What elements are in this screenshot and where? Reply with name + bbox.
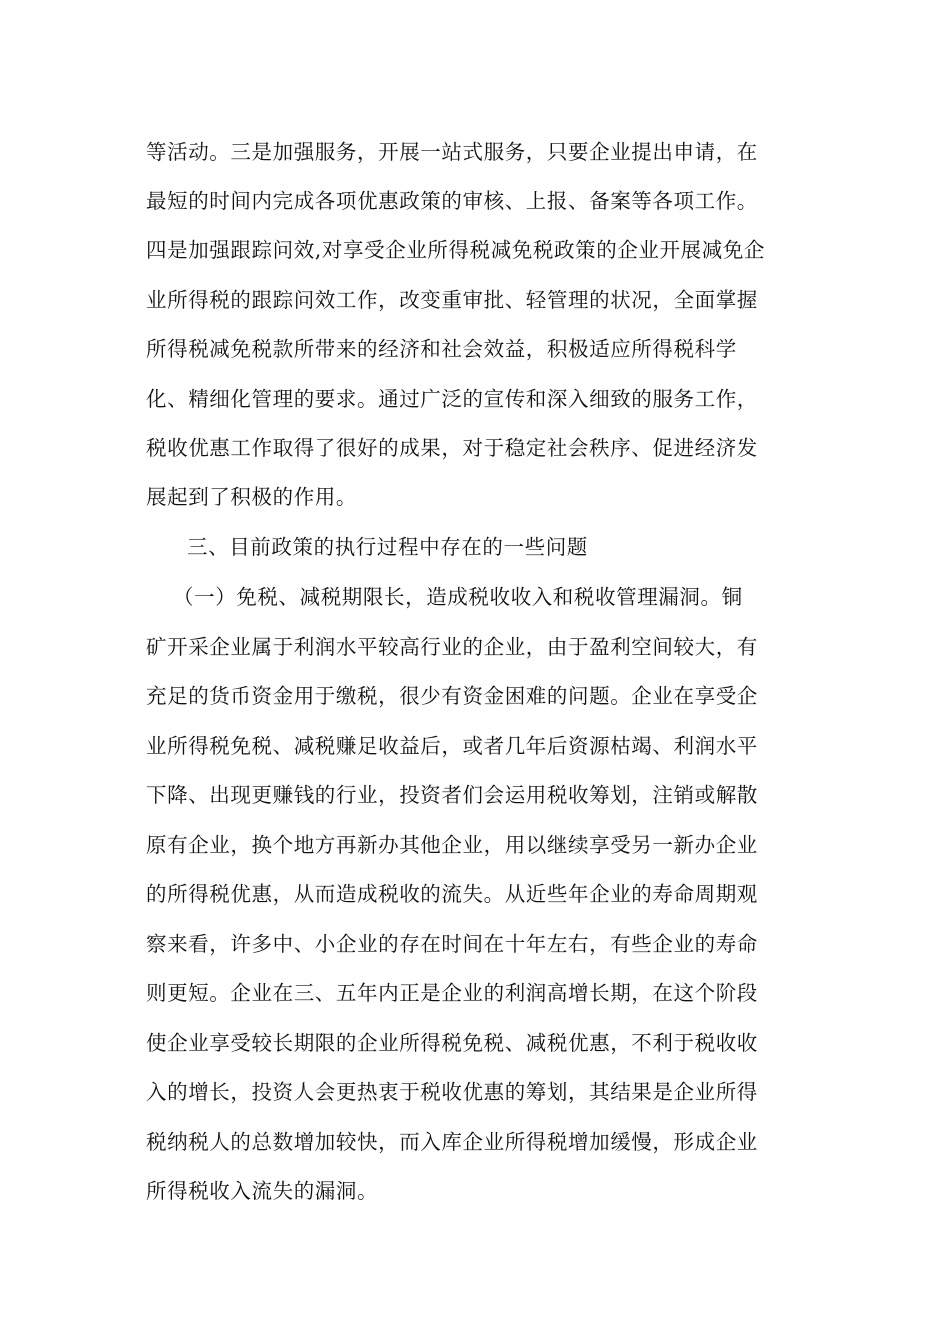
text-line: 展起到了积极的作用。	[146, 485, 357, 509]
text-line: 最短的时间内完成各项优惠政策的审核、上报、备案等各项工作。	[146, 189, 758, 213]
text-line: 税纳税人的总数增加较快，而入库企业所得税增加缓慢，形成企业	[146, 1130, 758, 1154]
text-line: 业所得税的跟踪问效工作，改变重审批、轻管理的状况，全面掌握	[146, 288, 758, 312]
text-line: 使企业享受较长期限的企业所得税免税、减税优惠，不利于税收收	[146, 1031, 758, 1055]
text-line: 四是加强跟踪问效,对享受企业所得税减免税政策的企业开展减免企	[146, 238, 766, 262]
text-line: 业所得税免税、减税赚足收益后，或者几年后资源枯竭、利润水平	[146, 734, 758, 758]
text-line: 所得税收入流失的漏洞。	[146, 1179, 379, 1203]
paragraph-start-line: （一）免税、减税期限长，造成税收收入和税收管理漏洞。铜	[173, 585, 743, 609]
text-line: 察来看，许多中、小企业的存在时间在十年左右，有些企业的寿命	[146, 932, 758, 956]
text-line: 则更短。企业在三、五年内正是企业的利润高增长期，在这个阶段	[146, 981, 758, 1005]
text-line: 原有企业，换个地方再新办其他企业，用以继续享受另一新办企业	[146, 833, 758, 857]
text-line: 入的增长，投资人会更热衷于税收优惠的筹划，其结果是企业所得	[146, 1080, 758, 1104]
text-line: 的所得税优惠，从而造成税收的流失。从近些年企业的寿命周期观	[146, 882, 758, 906]
text-line: 税收优惠工作取得了很好的成果，对于稳定社会秩序、促进经济发	[146, 436, 758, 460]
text-line: 矿开采企业属于利润水平较高行业的企业，由于盈利空间较大，有	[146, 635, 758, 659]
text-line: 所得税减免税款所带来的经济和社会效益，积极适应所得税科学	[146, 337, 737, 361]
text-line: 下降、出现更赚钱的行业，投资者们会运用税收筹划，注销或解散	[146, 783, 758, 807]
section-heading: 三、目前政策的执行过程中存在的一些问题	[187, 535, 588, 559]
text-line: 等活动。三是加强服务，开展一站式服务，只要企业提出申请，在	[146, 140, 758, 164]
text-line: 充足的货币资金用于缴税，很少有资金困难的问题。企业在享受企	[146, 684, 758, 708]
text-line: 化、精细化管理的要求。通过广泛的宣传和深入细致的服务工作，	[146, 387, 758, 411]
